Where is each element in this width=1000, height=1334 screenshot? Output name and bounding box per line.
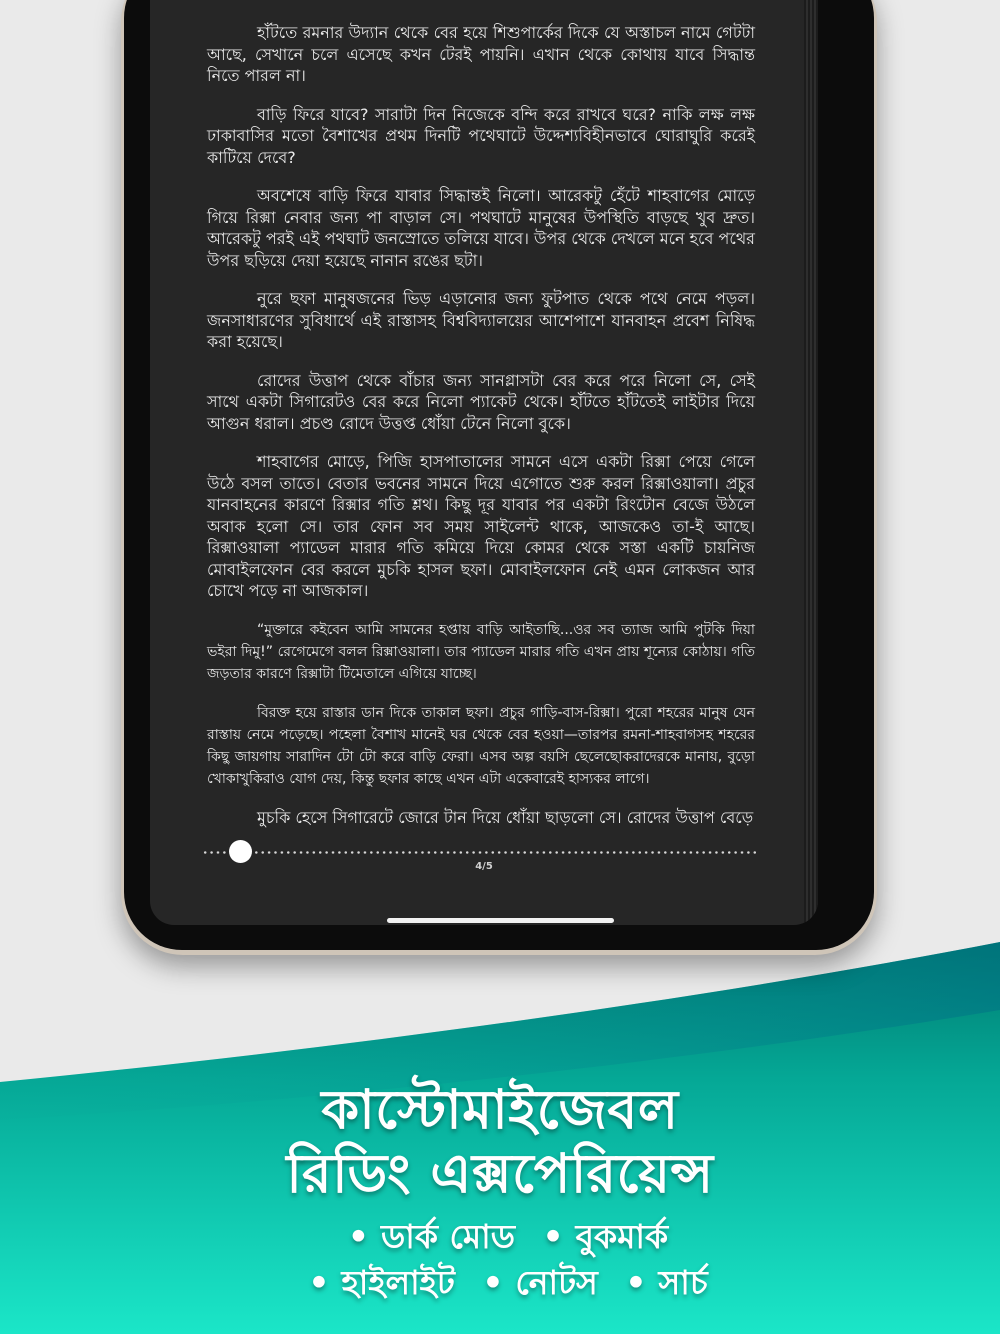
reader-paragraph: অবশেষে বাড়ি ফিরে যাবার সিদ্ধান্তই নিলো। আরেকটু হেঁটে শাহবাগের মোড়ে গিয়ে রিক্সা নেবার জন্য পা বাড়াল সে। পথঘাটে মানুষের উপস্থিতি বাড়ছে খুব দ্রুত। আরেকটু পরই এই পথঘাট জনস্রোতে তলিয়ে যাবে। উপর থেকে দেখলে মনে হবে পথের উপর ছড়িয়ে দেয়া হয়েছে নানান রঙের ছটা। xyxy=(207,186,755,270)
bullet-icon: • xyxy=(542,1217,564,1256)
reader-paragraph: বিরক্ত হয়ে রাস্তার ডান দিকে তাকাল ছফা। প্রচুর গাড়ি-বাস-রিক্সা। পুরো শহরের মানুষ যেন রাস্তায় নেমে পড়েছে। পহেলা বৈশাখ মানেই ঘর থেকে বের হওয়া—তারপর রমনা-শাহবাগসহ শহরের কিছু জায়গায় সারাদিন টো টো করে বাড়ি ফেরা। এসব অল্প বয়সি ছেলেছোকরাদেরকে মানায়, বুড়ো খোকাখুকিরাও যোগ দেয়, কিন্তু ছফার কাছে এখন এটা একেবারেই হাস্যকর লাগে। xyxy=(207,704,755,787)
promo-features-row-1 xyxy=(0,1214,1000,1260)
reader-paragraph: “মুক্তারে কইবেন আমি সামনের হপ্তায় বাড়ি আইতাছি...ওর সব ত্যাজ আমি পুটকি দিয়া ভইরা দিমু!” রেগেমেগে বলল রিক্সাওয়ালা। তার প্যাডেল মারার গতি এখন প্রায় শূন্যের কোঠায়। গতি জড়তার কারণে রিক্সাটা টিমেতালে এগিয়ে যাচ্ছে। xyxy=(207,621,755,682)
promo-title xyxy=(0,1078,1000,1206)
feature-label: সার্চ xyxy=(658,1263,708,1302)
progress-handle[interactable] xyxy=(229,840,252,863)
page-stack-edge xyxy=(804,0,818,925)
promo-title-line-1: কাস্টোমাইজেবল xyxy=(321,1078,679,1141)
reader-paragraph: বাড়ি ফিরে যাবে? সারাটা দিন নিজেকে বন্দি করে রাখবে ঘরে? নাকি লক্ষ লক্ষ ঢাকাবাসির মতো বৈশাখের প্রথম দিনটি পথেঘাটে উদ্দেশ্যবিহীনভাবে ঘোরাঘুরি করেই কাটিয়ে দেবে? xyxy=(207,104,755,167)
bullet-icon: • xyxy=(482,1263,504,1302)
feature-label: ডার্ক মোড xyxy=(381,1217,516,1256)
feature-label: নোটস xyxy=(515,1263,598,1302)
reader-page-text xyxy=(207,22,755,845)
bullet-icon: • xyxy=(347,1217,370,1256)
reader-paragraph: শাহবাগের মোড়ে, পিজি হাসপাতালের সামনে এসে একটা রিক্সা পেয়ে গেলে উঠে বসল তাতে। বেতার ভবনের সামনে দিয়ে এগোতে শুরু করল রিক্সাওয়ালা। প্রচুর যানবাহনের কারণে রিক্সার গতি শ্লথ। কিছু দূর যাবার পর একটা রিংটোন বেজে উঠলে অবাক হলো সে। তার ফোন সব সময় সাইলেন্ট থাকে, আজকেও তা-ই আছে। রিক্সাওয়ালা প্যাডেল মারার গতি কমিয়ে দিয়ে কোমর থেকে সস্তা একটি চায়নিজ মোবাইলফোন বের করলে মুচকি হাসল ছফা। মোবাইলফোন নেই এমন লোকজন আর চোখে পড়ে না আজকাল। xyxy=(207,452,755,600)
bullet-icon: • xyxy=(308,1263,330,1302)
feature-label: বুকমার্ক xyxy=(575,1217,669,1256)
reader-paragraph: রোদের উত্তাপ থেকে বাঁচার জন্য সানগ্লাসটা বের করে পরে নিলো সে, সেই সাথে একটা সিগারেটও বের করে নিলো প্যাকেট থেকে। হাঁটতে হাঁটতেই লাইটার দিয়ে আগুন ধরাল। প্রচণ্ড রোদে উত্তপ্ত ধোঁয়া টেনে নিলো বুকে। xyxy=(207,370,755,433)
reader-paragraph: হাঁটতে রমনার উদ্যান থেকে বের হয়ে শিশুপার্কের দিকে যে অস্তাচল নামে গেটটা আছে, সেখানে চলে এসেছে কখন টেরই পায়নি। এখান থেকে কোথায় যাবে সিদ্ধান্ত নিতে পারল না। xyxy=(207,23,755,85)
feature-label: হাইলাইট xyxy=(341,1263,455,1302)
reader-paragraph: মুচকি হেসে সিগারেটে জোরে টান দিয়ে ধোঁয়া ছাড়লো সে। রোদের উত্তাপ বেড়ে xyxy=(257,807,754,827)
bullet-icon: • xyxy=(625,1263,647,1302)
promo-title-line-2: রিডিং এক্সপেরিয়েন্স xyxy=(286,1142,714,1205)
progress-track[interactable] xyxy=(202,851,756,854)
reader-paragraph: নুরে ছফা মানুষজনের ভিড় এড়ানোর জন্য ফুটপাত থেকে পথে নেমে পড়ল। জনসাধারণের সুবিধার্থে এই রাস্তাসহ বিশ্ববিদ্যালয়ের আশেপাশে যানবাহন প্রবেশ নিষিদ্ধ করা হয়েছে। xyxy=(207,289,755,351)
promo-features-row-2 xyxy=(0,1260,1000,1306)
home-indicator-bar[interactable] xyxy=(387,918,614,923)
reader-screen xyxy=(150,0,818,925)
page-indicator: 4/5 xyxy=(475,861,493,872)
